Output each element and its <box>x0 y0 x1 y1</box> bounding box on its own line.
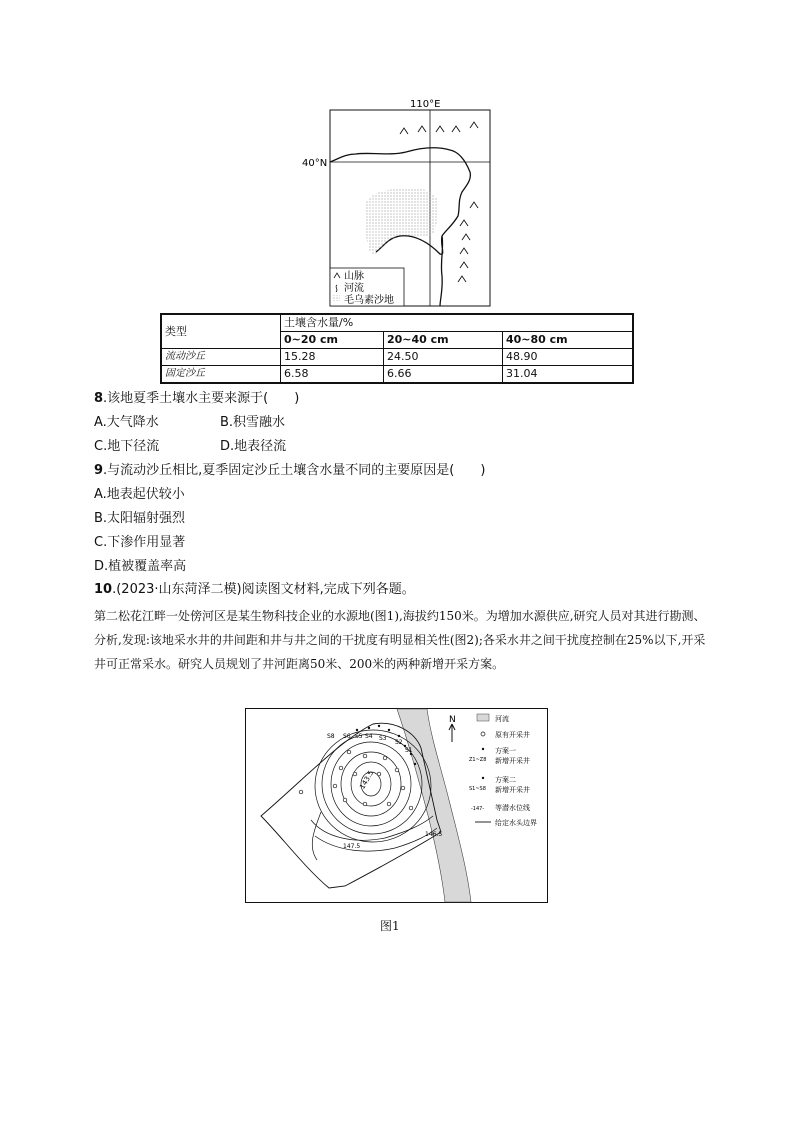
svg-text:S1: S1 <box>405 747 413 754</box>
svg-text:原有开采井: 原有开采井 <box>495 731 530 739</box>
table-cell: 6.66 <box>384 366 503 384</box>
question-number: 8 <box>94 391 104 406</box>
svg-text:-147-: -147- <box>471 806 485 812</box>
question-text: .(2023·山东菏泽二模)阅读图文材料,完成下列各题。 <box>112 582 415 597</box>
table-cell: 24.50 <box>384 349 503 366</box>
depth-header: 40~80 cm <box>503 332 634 349</box>
contour-label: 146.5 <box>425 831 443 838</box>
table-row <box>161 349 633 366</box>
table-cell: 31.04 <box>503 366 634 384</box>
question-number: 10 <box>94 582 113 597</box>
question-10-passage: 第二松花江畔一处傍河区是某生物科技企业的水源地(图1),海拔约150米。为增加水源供应,研究人员对其进行勘测、分析,发现:该地采水井的井间距和井与井之间的干扰度有明显相关性(图2);各采水井之间干扰度控制在25%以下,开采井可正常采水。研究人员规划了井河距离50米、200米的两种新增开采方案。 <box>94 609 706 671</box>
north-label: N <box>449 715 456 725</box>
mu-us-sandland-map <box>300 96 494 308</box>
river-swatch-icon <box>477 714 489 721</box>
q8-option-a[interactable]: A.大气降水 <box>94 415 159 430</box>
contour-label: 143.5 <box>358 769 376 791</box>
plan2-well-icon <box>482 777 484 779</box>
soil-moisture-table <box>160 313 634 384</box>
question-text: .该地夏季土壤水主要来源于( ) <box>103 391 300 406</box>
svg-text:新增开采井: 新增开采井 <box>495 786 530 794</box>
contour-label: 147.5 <box>343 843 361 850</box>
depth-header: 20~40 cm <box>384 332 503 349</box>
legend-river-label: 河流 <box>344 283 364 294</box>
legend-sand-label: 毛乌素沙地 <box>344 295 394 306</box>
latitude-label: 40°N <box>302 158 328 169</box>
question-number: 9 <box>94 463 104 478</box>
table-row <box>161 366 633 384</box>
svg-text:S4: S4 <box>365 733 373 740</box>
svg-text:S3: S3 <box>379 735 387 742</box>
svg-text:给定水头边界: 给定水头边界 <box>495 819 537 827</box>
svg-text:S1~S8: S1~S8 <box>469 786 486 792</box>
q8-option-b[interactable]: B.积雪融水 <box>220 415 286 430</box>
table-cell: 48.90 <box>503 349 634 366</box>
table-cell: 6.58 <box>281 366 384 384</box>
svg-text:S5: S5 <box>355 733 363 740</box>
question-text: .与流动沙丘相比,夏季固定沙丘土壤含水量不同的主要原因是( ) <box>103 463 486 478</box>
svg-text:S2: S2 <box>395 739 403 746</box>
svg-text:新增开采井: 新增开采井 <box>495 757 530 765</box>
svg-text:等潜水位线: 等潜水位线 <box>495 804 530 812</box>
legend-mountain-label: 山脉 <box>344 271 364 282</box>
svg-text:方案一: 方案一 <box>495 747 516 755</box>
q9-option-b[interactable]: B.太阳辐射强烈 <box>94 511 186 526</box>
plan1-well-icon <box>482 748 484 750</box>
svg-text:Z1~Z8: Z1~Z8 <box>469 757 487 763</box>
question-8 <box>94 389 299 409</box>
question-9 <box>94 461 485 481</box>
question-10 <box>94 580 415 600</box>
figure-caption: 图1 <box>380 919 400 933</box>
table-cell: 15.28 <box>281 349 384 366</box>
water-source-map <box>245 708 548 903</box>
q9-option-d[interactable]: D.植被覆盖率高 <box>94 559 187 574</box>
q8-option-d[interactable]: D.地表径流 <box>220 439 287 454</box>
dotted-sand-icon <box>333 295 340 301</box>
depth-header: 0~20 cm <box>281 332 384 349</box>
col-moisture-header: 土壤含水量/% <box>281 314 634 332</box>
row-type: 固定沙丘 <box>161 366 281 384</box>
col-type-header: 类型 <box>161 314 281 349</box>
svg-text:方案二: 方案二 <box>495 776 516 784</box>
svg-text:S8: S8 <box>327 733 335 740</box>
longitude-label: 110°E <box>410 99 441 110</box>
row-type: 流动沙丘 <box>161 349 281 366</box>
svg-text:S6: S6 <box>343 733 351 740</box>
svg-text:河流: 河流 <box>495 715 509 723</box>
q8-option-c[interactable]: C.地下径流 <box>94 439 160 454</box>
q9-option-a[interactable]: A.地表起伏较小 <box>94 487 185 502</box>
existing-well-icon <box>481 732 485 736</box>
q9-option-c[interactable]: C.下渗作用显著 <box>94 535 186 550</box>
